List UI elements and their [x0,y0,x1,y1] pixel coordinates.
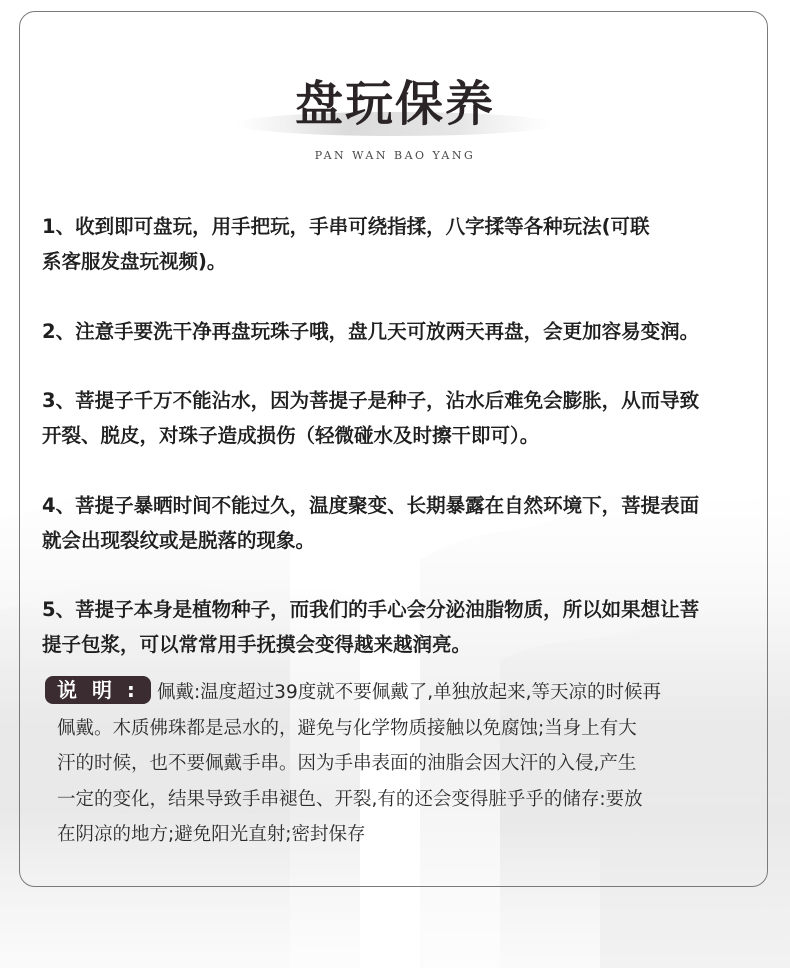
instruction-line: 3、菩提子千万不能沾水，因为菩提子是种子，沾水后难免会膨胀，从而导致 [42,389,700,412]
note-section [45,675,745,853]
instruction-item [42,488,757,558]
page-title: 盘玩保养 [294,76,495,132]
note-badge: 说 明 : [45,676,151,704]
instruction-line: 就会出现裂纹或是脱落的现象。 [42,529,316,552]
instruction-line: 4、菩提子暴晒时间不能过久，温度聚变、长期暴露在自然环境下，菩提表面 [42,494,700,517]
instruction-item [42,383,757,453]
note-line: 一定的变化，结果导致手串褪色、开裂,有的还会变得脏乎乎的储存:要放 [57,788,643,810]
note-line: 汗的时候，也不要佩戴手串。因为手串表面的油脂会因大汗的入侵,产生 [57,753,637,774]
instruction-line: 开裂、脱皮，对珠子造成损伤（轻微碰水及时擦干即可）。 [42,424,540,447]
instruction-item [42,314,757,349]
instruction-line: 5、菩提子本身是植物种子，而我们的手心会分泌油脂物质，所以如果想让菩 [42,598,700,621]
instruction-item [42,209,757,279]
note-line: 佩戴:温度超过39度就不要佩戴了,单独放起来,等天凉的时候再 [156,682,661,703]
instruction-line: 2、注意手要洗干净再盘玩珠子哦，盘几天可放两天再盘，会更加容易变润。 [42,320,700,343]
note-line: 佩戴。木质佛珠都是忌水的，避免与化学物质接触以免腐蚀;当身上有大 [57,717,637,739]
instruction-item [42,592,757,662]
page-header [0,64,790,144]
instruction-line: 系客服发盘玩视频)。 [42,250,227,273]
page-subtitle: PAN WAN BAO YANG [314,149,476,162]
note-line: 在阴凉的地方;避免阳光直射;密封保存 [57,824,366,845]
instruction-line: 1、收到即可盘玩，用手把玩，手串可绕指揉，八字揉等各种玩法(可联 [42,215,650,238]
instruction-line: 提子包浆，可以常常用手抚摸会变得越来越润亮。 [42,633,472,656]
